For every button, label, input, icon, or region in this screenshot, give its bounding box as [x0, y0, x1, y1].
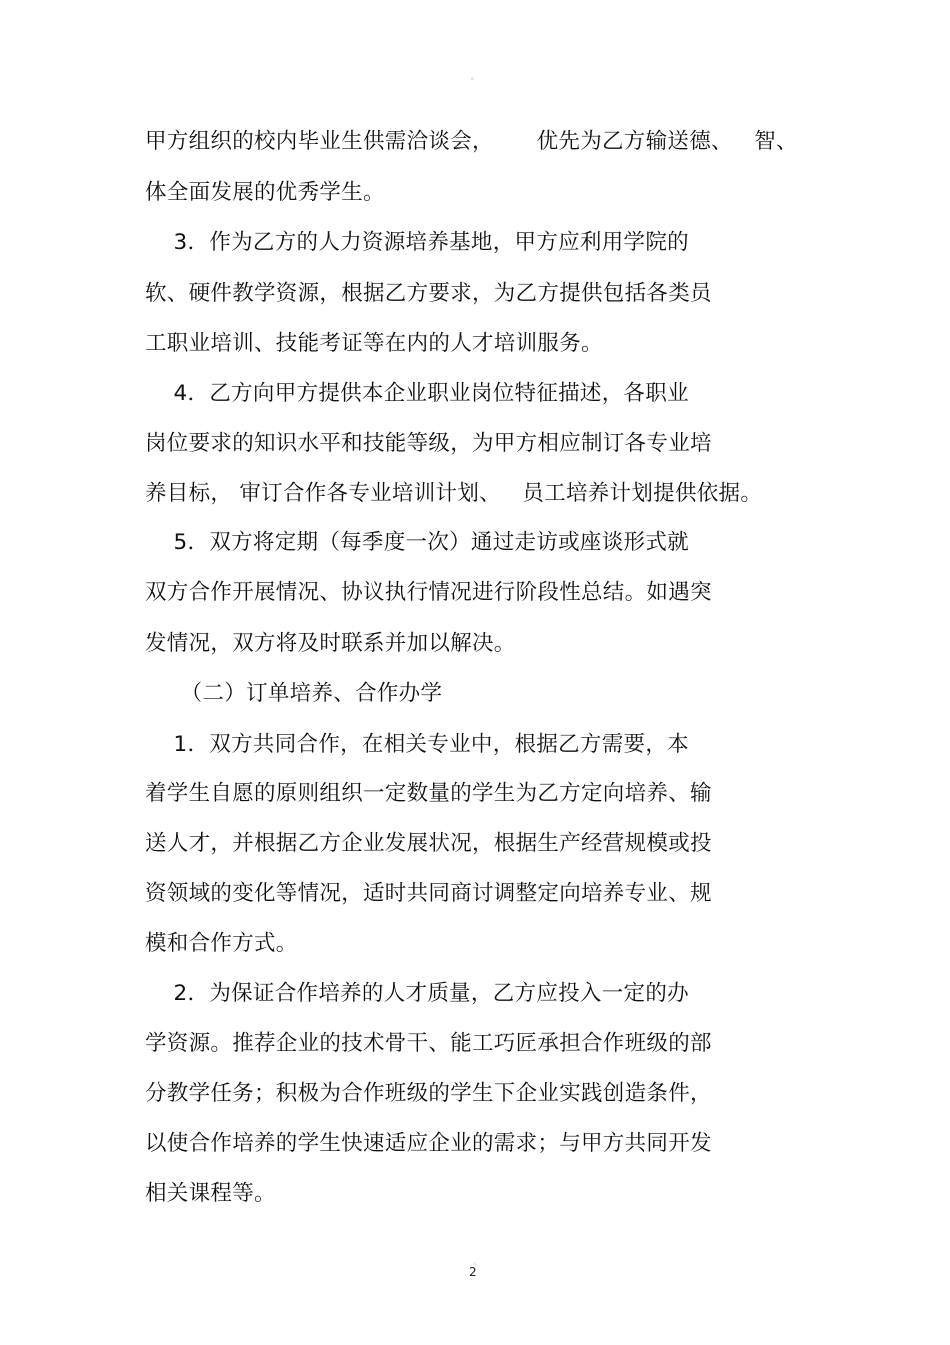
text-line: 分教学任务；积极为合作班级的学生下企业实践创造条件，	[145, 1081, 712, 1106]
text-line: 5．双方将定期（每季度一次）通过走访或座谈形式就	[145, 530, 689, 555]
text-line: 1．双方共同合作，在相关专业中，根据乙方需要，本	[145, 732, 689, 757]
section-heading: （二）订单培养、合作办学	[145, 681, 443, 706]
text-line: 养目标， 审订合作各专业培训计划、 员工培养计划提供依据。	[145, 481, 763, 506]
text-line: 甲方组织的校内毕业生供需洽谈会， 优先为乙方输送德、 智、	[145, 129, 798, 154]
text-line: 发情况，双方将及时联系并加以解决。	[145, 631, 516, 656]
bottom-mark: 。	[473, 1257, 481, 1266]
text-line: 学资源。推荐企业的技术骨干、能工巧匠承担合作班级的部	[145, 1031, 712, 1056]
text-line: 着学生自愿的原则组织一定数量的学生为乙方定向培养、输	[145, 781, 712, 806]
text-line: 岗位要求的知识水平和技能等级，为甲方相应制订各专业培	[145, 431, 712, 456]
text-line: 3．作为乙方的人力资源培养基地，甲方应利用学院的	[145, 230, 689, 255]
text-line: 4．乙方向甲方提供本企业职业岗位特征描述，各职业	[145, 381, 689, 406]
text-line: 软、硬件教学资源，根据乙方要求，为乙方提供包括各类员	[145, 281, 712, 306]
text-line: 体全面发展的优秀学生。	[145, 180, 385, 205]
text-line: 以使合作培养的学生快速适应企业的需求；与甲方共同开发	[145, 1131, 712, 1156]
text-line: 双方合作开展情况、协议执行情况进行阶段性总结。如遇突	[145, 580, 712, 605]
page-number: 2	[469, 1265, 477, 1279]
top-mark: 。	[471, 72, 479, 81]
text-line: 工职业培训、技能考证等在内的人才培训服务。	[145, 331, 603, 356]
text-line: 资领域的变化等情况，适时共同商讨调整定向培养专业、规	[145, 881, 712, 906]
text-line: 模和合作方式。	[145, 931, 298, 956]
text-line: 相关课程等。	[145, 1181, 276, 1206]
text-line: 2．为保证合作培养的人才质量，乙方应投入一定的办	[145, 981, 689, 1006]
text-line: 送人才，并根据乙方企业发展状况，根据生产经营规模或投	[145, 831, 712, 856]
